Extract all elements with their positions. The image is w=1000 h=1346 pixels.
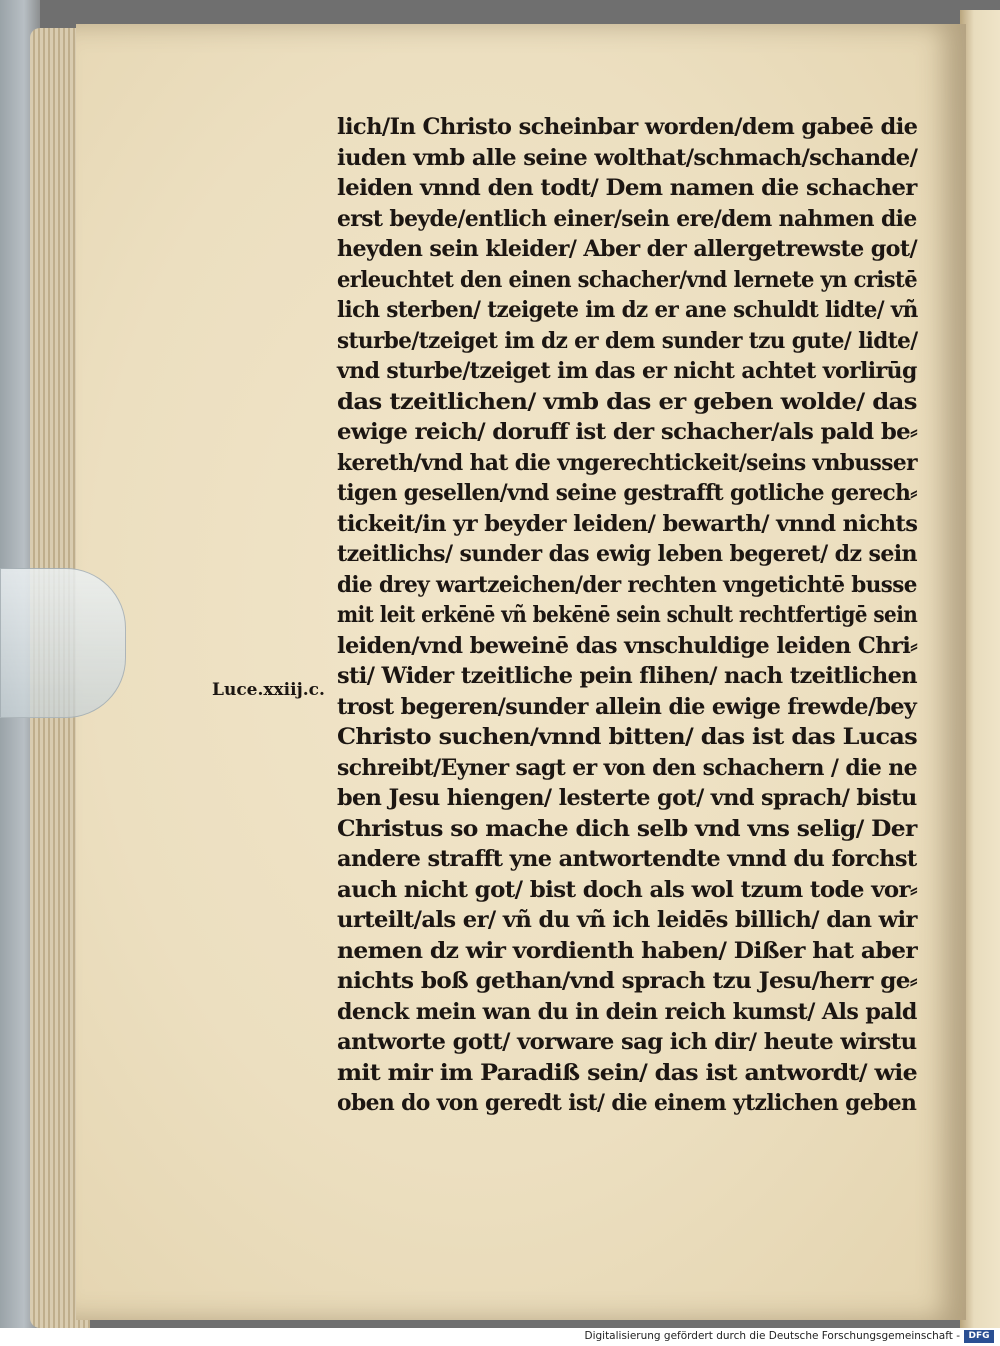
text-line: das tzeitlichen/ vmb das er geben wolde/ das: [337, 388, 917, 415]
text-line: erleuchtet den einen schacher/vnd lernete yn cristē: [337, 266, 918, 293]
text-line: denck mein wan du in dein reich kumst/ Als pald: [337, 998, 917, 1025]
text-block: [337, 112, 927, 1119]
text-line: auch nicht got/ bist doch als wol tzum tode vor⸗: [337, 876, 917, 903]
text-line: Christo suchen/vnnd bitten/ das ist das Lucas: [337, 724, 918, 750]
text-line: tzeitlichs/ sunder das ewig leben begeret/ dz sein: [337, 541, 917, 567]
text-line: kereth/vnd hat die vngerechtickeit/seins vnbusser: [337, 449, 918, 476]
text-line: ewige reich/ doruff ist der schacher/als pald be⸗: [337, 419, 918, 445]
text-line: nemen dz wir vordienth haben/ Dißer hat aber: [337, 937, 918, 964]
text-line: tigen gesellen/vnd seine gestrafft gotliche gerech⸗: [337, 480, 917, 506]
text-line: lich/In Christo scheinbar worden/dem gabeē die: [337, 114, 918, 140]
text-line: urteilt/als er/ vñ du vñ ich leidēs billich/ dan wir: [337, 907, 917, 933]
text-line: andere strafft yne antwortendte vnnd du forchst: [337, 846, 917, 872]
text-line: oben do von geredt ist/ die einem ytzlichen geben: [337, 1090, 917, 1116]
text-line: lich sterben/ tzeigete im dz er ane schuldt lidte/ vñ: [337, 297, 918, 323]
text-line: sturbe/tzeiget im dz er dem sunder tzu gute/ lidte/: [337, 327, 918, 354]
text-line: sti/ Wider tzeitliche pein flihen/ nach tzeitlichen: [337, 663, 918, 689]
text-line: die drey wartzeichen/der rechten vngetichtē busse: [337, 571, 917, 598]
text-line: tickeit/in yr beyder leiden/ bewarth/ vnnd nichts: [337, 510, 918, 537]
text-line: trost begeren/sunder allein die ewige frewde/bey: [337, 693, 917, 720]
text-line: ben Jesu hiengen/ lesterte got/ vnd sprach/ bistu: [337, 785, 917, 811]
text-line: iuden vmb alle seine wolthat/schmach/schande/: [337, 144, 918, 171]
text-line: leiden/vnd beweinē das vnschuldige leiden Chri⸗: [337, 632, 918, 659]
funding-credit: Digitalisierung gefördert durch die Deutsche Forschungsgemeinschaft -: [584, 1330, 960, 1342]
footer-bar: [0, 1328, 1000, 1346]
text-line: mit mir im Paradiß sein/ das ist antwordt/ wie: [337, 1059, 917, 1086]
facing-page-edge: [960, 10, 1000, 1328]
text-line: vnd sturbe/tzeiget im das er nicht achtet vorlirūg: [337, 358, 917, 384]
text-line: leiden vnnd den todt/ Dem namen die schacher: [337, 175, 917, 201]
text-line: Christus so mache dich selb vnd vns selig/ Der: [337, 815, 917, 842]
text-line: heyden sein kleider/ Aber der allergetrewste got/: [337, 236, 918, 262]
text-line: schreibt/Eyner sagt er von den schachern / die ne: [337, 754, 917, 781]
page-clip: [0, 568, 126, 718]
text-line: mit leit erkēnē vñ bekēnē sein schult rechtfertigē sein: [337, 602, 918, 628]
text-line: nichts boß gethan/vnd sprach tzu Jesu/herr ge⸗: [337, 968, 917, 994]
dfg-logo: DFG: [964, 1330, 994, 1343]
margin-note: Luce.xxiij.c.: [212, 680, 325, 700]
text-line: erst beyde/entlich einer/sein ere/dem nahmen die: [337, 205, 917, 232]
text-line: antworte gott/ vorware sag ich dir/ heute wirstu: [337, 1029, 917, 1055]
